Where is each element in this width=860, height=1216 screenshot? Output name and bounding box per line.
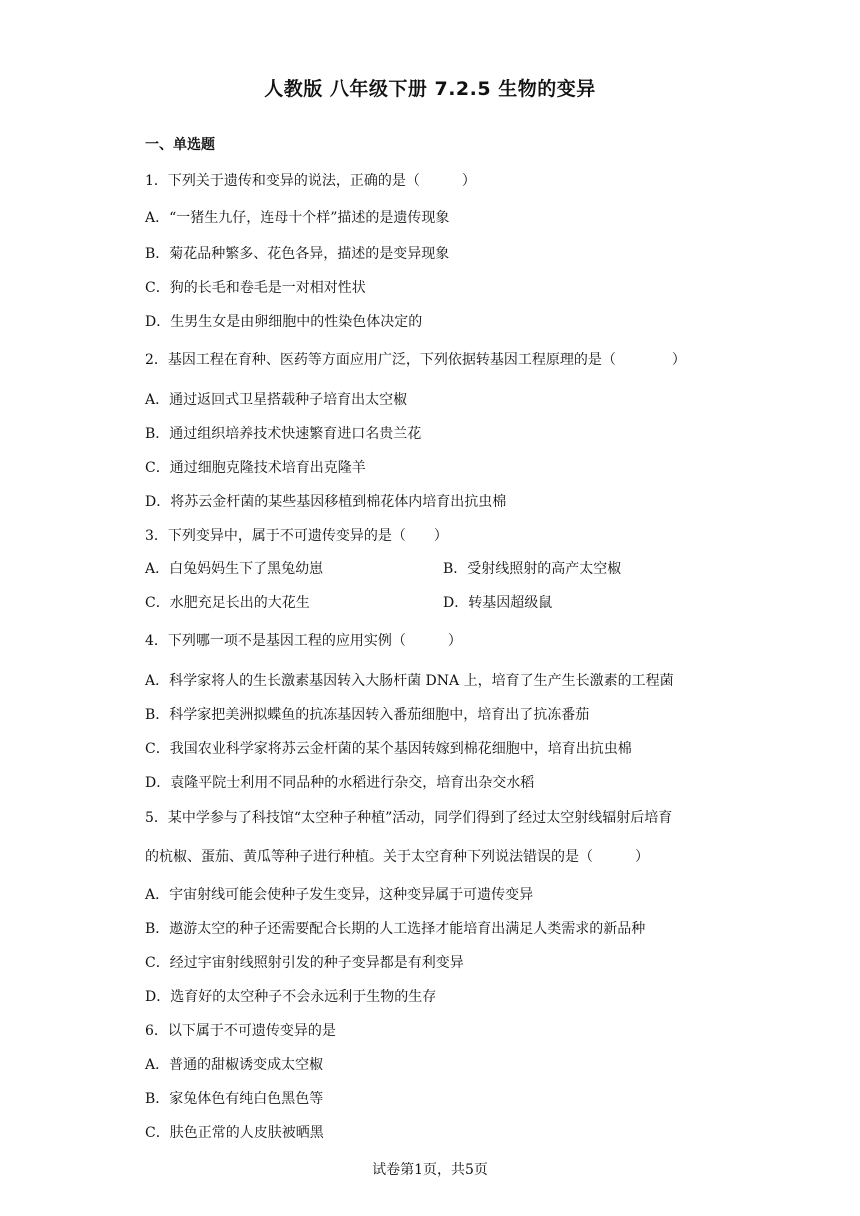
question-2-option-b: B．通过组织培养技术快速繁育进口名贵兰花 bbox=[145, 426, 422, 442]
question-3-option-d: D．转基因超级鼠 bbox=[443, 595, 553, 611]
page-title: 人教版 八年级下册 7.2.5 生物的变异 bbox=[264, 78, 596, 100]
question-4-option-a: A．科学家将人的生长激素基因转入大肠杆菌 DNA 上，培育了生产生长激素的工程菌 bbox=[145, 673, 674, 689]
page-footer: 试卷第1页，共5页 bbox=[372, 1162, 488, 1178]
question-1-option-c: C．狗的长毛和卷毛是一对相对性状 bbox=[145, 280, 366, 296]
question-6-option-b: B．家兔体色有纯白色黑色等 bbox=[145, 1091, 324, 1107]
question-1-option-b: B．菊花品种繁多、花色各异，描述的是变异现象 bbox=[145, 246, 450, 262]
question-2-option-d: D．将苏云金杆菌的某些基因移植到棉花体内培育出抗虫棉 bbox=[145, 494, 507, 510]
question-5-option-b: B．遨游太空的种子还需要配合长期的人工选择才能培育出满足人类需求的新品种 bbox=[145, 921, 646, 937]
question-5-option-a: A．宇宙射线可能会使种子发生变异，这种变异属于可遗传变异 bbox=[145, 887, 534, 903]
question-1-option-a: A．“一猪生九仔，连母十个样”描述的是遗传现象 bbox=[145, 210, 450, 226]
question-3-option-c: C．水肥充足长出的大花生 bbox=[145, 595, 310, 611]
question-4-option-b: B．科学家把美洲拟蝶鱼的抗冻基因转入番茄细胞中，培育出了抗冻番茄 bbox=[145, 707, 590, 723]
question-1-option-d: D．生男生女是由卵细胞中的性染色体决定的 bbox=[145, 314, 423, 330]
question-6-option-c: C．肤色正常的人皮肤被晒黑 bbox=[145, 1125, 324, 1141]
question-5-option-c: C．经过宇宙射线照射引发的种子变异都是有利变异 bbox=[145, 955, 464, 971]
question-2-option-a: A．通过返回式卫星搭载种子培育出太空椒 bbox=[145, 392, 408, 408]
question-3-option-a: A．白兔妈妈生下了黑兔幼崽 bbox=[145, 561, 324, 577]
question-2-option-c: C．通过细胞克隆技术培育出克隆羊 bbox=[145, 460, 366, 476]
question-3-stem: 3．下列变异中，属于不可遗传变异的是（ ） bbox=[145, 528, 448, 544]
question-5-stem: 5．某中学参与了科技馆“太空种子种植”活动，同学们得到了经过太空射线辐射后培育 bbox=[145, 810, 673, 826]
question-3-option-b: B．受射线照射的高产太空椒 bbox=[443, 561, 622, 577]
question-6-option-a: A．普通的甜椒诱变成太空椒 bbox=[145, 1057, 324, 1073]
question-4-option-c: C．我国农业科学家将苏云金杆菌的某个基因转嫁到棉花细胞中，培育出抗虫棉 bbox=[145, 741, 632, 757]
question-4-stem: 4．下列哪一项不是基因工程的应用实例（ ） bbox=[145, 633, 462, 649]
question-5-stem-continued: 的杭椒、蛋茄、黄瓜等种子进行种植。关于太空育种下列说法错误的是（ ） bbox=[145, 849, 649, 865]
question-6-stem: 6．以下属于不可遗传变异的是 bbox=[145, 1023, 336, 1039]
question-1-stem: 1．下列关于遗传和变异的说法，正确的是（ ） bbox=[145, 173, 476, 189]
question-4-option-d: D．袁隆平院士利用不同品种的水稻进行杂交，培育出杂交水稻 bbox=[145, 775, 535, 791]
question-5-option-d: D．选育好的太空种子不会永远利于生物的生存 bbox=[145, 989, 437, 1005]
section-heading: 一、单选题 bbox=[145, 137, 215, 153]
question-2-stem: 2．基因工程在育种、医药等方面应用广泛，下列依据转基因工程原理的是（ ） bbox=[145, 352, 686, 368]
